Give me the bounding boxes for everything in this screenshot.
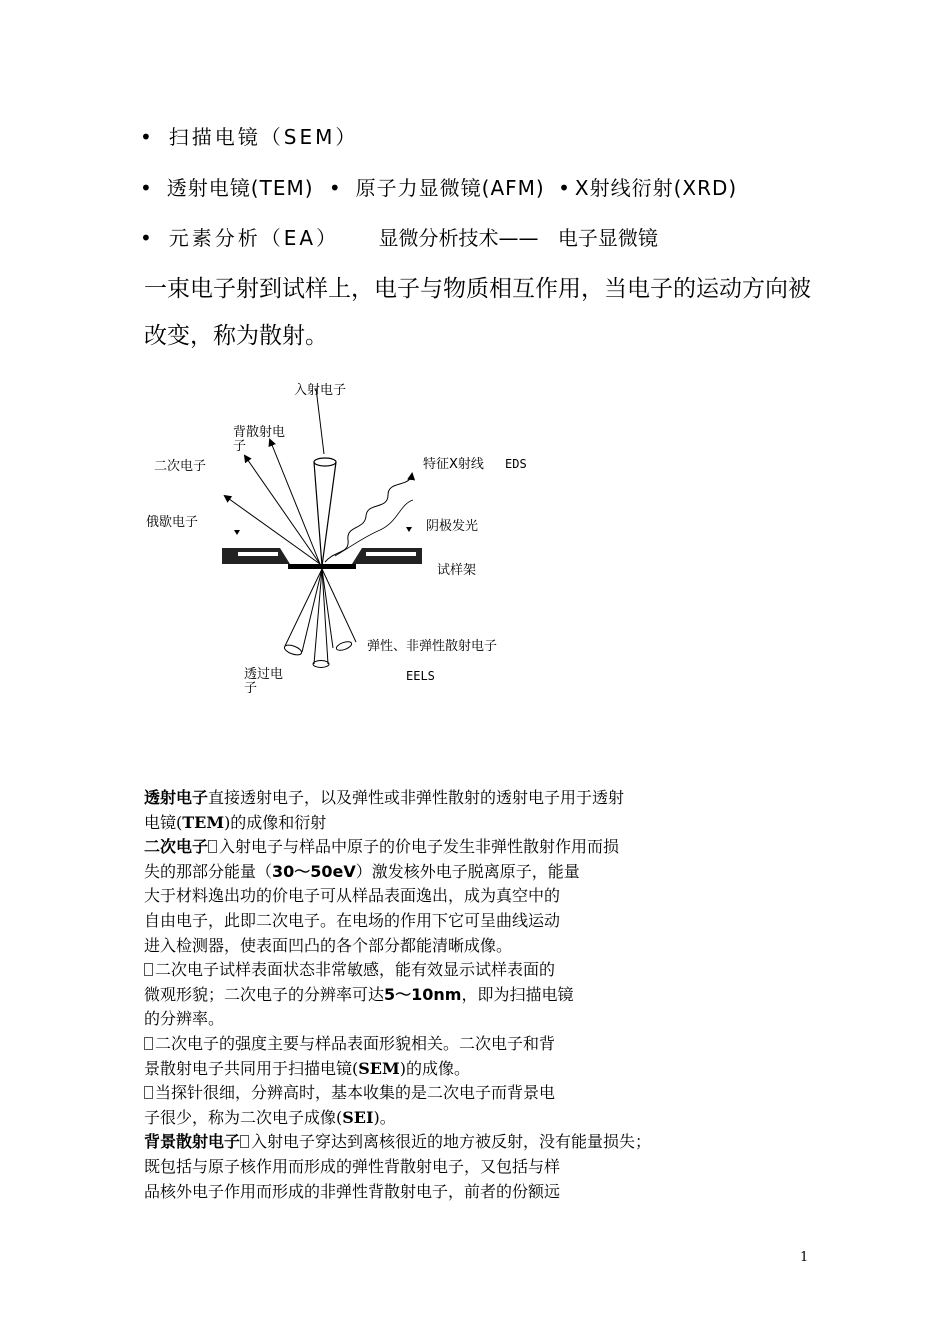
bullet-em: 电子显微镜 [557,226,658,250]
text-span: 当探针很细，分辨高时，基本收集的是二次电子而背景电 [155,1083,556,1103]
text-line [144,958,764,983]
text-span: 景散射电子共同用于扫描电镜( [144,1058,359,1078]
bullet-tem: 透射电镜(TEM) [166,176,314,200]
text-span: 入射电子穿达到离核很近的地方被反射，没有能量损失； [251,1132,652,1152]
bullet-line-3 [140,222,658,251]
heading-backscatter: 背景散射电子 [144,1132,241,1152]
text-span: 失的那部分能量（ [144,861,273,881]
missing-glyph-box [240,1135,249,1148]
bullet-sem: 扫描电镜（SEM） [168,125,359,149]
label-backscatter-2: 子 [233,439,247,454]
text-line [144,983,764,1008]
page-number: 1 [800,1250,809,1265]
text-span: 入射电子与样品中原子的价电子发生非弹性散射作用而损 [219,837,620,857]
bullet-dot: • [140,226,155,250]
text-line: 的分辨率。 [144,1009,225,1029]
text-line [144,1081,764,1106]
electron-scattering-diagram [130,370,550,710]
auger-marker [234,530,240,535]
label-eds: EDS [505,457,527,471]
text-line [144,811,764,836]
bullet-dot: • [140,176,153,200]
text-line [144,835,764,860]
label-backscatter-1: 背散射电 [233,425,286,440]
text-line: 品核外电子作用而形成的非弹性背散射电子，前者的份额远 [144,1181,561,1201]
label-xray: 特征X射线 [423,457,484,472]
text-bold: SEM [358,1058,400,1078]
label-eels: EELS [406,669,435,683]
text-bold: 30～50eV [272,861,356,881]
bullet-afm: 原子力显微镜(AFM) [355,176,545,200]
intro-paragraph: 一束电子射到试样上，电子与物质相互作用，当电子的运动方向被改变，称为散射。 [144,276,811,349]
bullet-xrd: X射线衍射(XRD) [574,176,738,200]
text-span: )。 [373,1107,396,1127]
text-span: 直接透射电子，以及弹性或非弹性散射的透射电子用于透射 [208,788,625,807]
text-span: 二次电子的强度主要与样品表面形貌相关。二次电子和背 [155,1033,556,1053]
bullet-dot: • [558,176,571,200]
text-line [144,860,764,885]
text-span: )的成像和衍射 [224,812,327,832]
transmitted-beams [283,569,356,668]
missing-glyph-box [208,840,217,853]
text-line [144,1106,764,1131]
text-span: )的成像。 [399,1058,470,1078]
heading-transmitted: 透射电子 [144,788,209,807]
label-scatter: 弹性、非弹性散射电子 [367,639,498,654]
text-bold: SEI [342,1107,374,1127]
label-incident: 入射电子 [294,383,347,398]
text-line: 自由电子，此即二次电子。在电场的作用下它可呈曲线运动 [144,910,561,930]
missing-glyph-box [144,1086,153,1099]
label-cathodo: 阴极发光 [426,519,479,534]
text-line [144,1057,764,1082]
label-auger: 俄歇电子 [146,515,199,530]
missing-glyph-box [144,963,153,976]
bullet-line-1 [140,121,358,150]
text-span: 微观形貌；二次电子的分辨率可达 [144,984,385,1004]
text-bold: TEM [182,812,225,832]
incident-beam [314,388,336,566]
text-span: 电镜( [144,812,183,832]
text-bold: 5～10nm [384,984,462,1004]
text-span: 子很少，称为二次电子成像( [144,1107,343,1127]
label-secondary: 二次电子 [154,459,207,474]
cathodo-marker [406,527,412,532]
text-span: ）激发核外电子脱离原子，能量 [355,861,580,881]
bullet-ea: 元素分析（EA） [168,226,340,250]
bullet-technique: 显微分析技术—— [378,226,539,250]
text-line: 大于材料逸出功的价电子可从样品表面逸出，成为真空中的 [144,886,561,906]
bullet-dot: • [140,125,155,149]
bullet-dot: • [328,176,342,200]
text-line [144,786,764,811]
text-line: 进入检测器，使表面凹凸的各个部分都能清晰成像。 [144,935,513,955]
label-trans-2: 子 [244,681,258,696]
heading-secondary: 二次电子 [144,837,209,857]
label-holder: 试样架 [437,563,477,578]
bullet-line-2 [140,172,737,201]
label-trans-1: 透过电 [244,667,284,682]
text-line [144,1032,764,1057]
text-line: 既包括与原子核作用而形成的弹性背散射电子，又包括与样 [144,1156,561,1176]
missing-glyph-box [144,1037,153,1050]
text-span: ，即为扫描电镜 [461,984,574,1004]
body-text [144,786,764,1204]
text-span: 二次电子试样表面状态非常敏感，能有效显示试样表面的 [155,960,556,980]
text-line [144,1130,764,1155]
